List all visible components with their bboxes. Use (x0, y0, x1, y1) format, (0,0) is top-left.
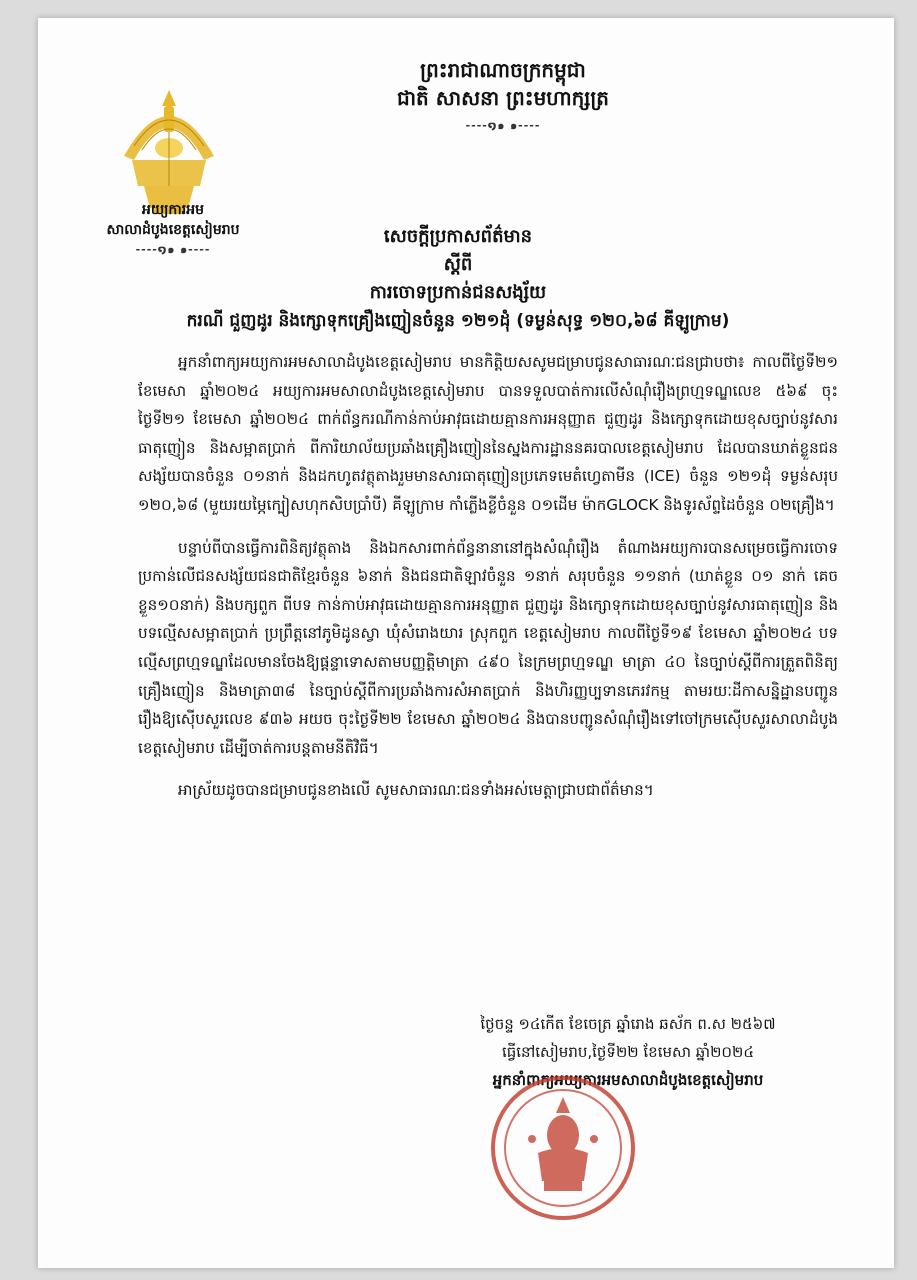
motto-line: ជាតិ សាសនា ព្រះមហាក្សត្រ (397, 86, 609, 110)
document-page (38, 18, 894, 1268)
paragraph-3: អាស្រ័យដូចបានជម្រាបជូនខាងលើ សូមសាធារណៈជនទាំងអស់មេត្តាជ្រាបជាព័ត៌មាន។ (178, 781, 654, 800)
case-title: ករណី ជួញដូរ និងក្សោទុកគ្រឿងញៀនចំនួន ១២១ដុំ (ទម្ងន់សុទ្ធ ១២០,៦៨ គីឡូក្រាម) (186, 311, 730, 331)
announcement-titles (98, 223, 818, 335)
paragraph-2: បន្ទាប់ពីបានធ្វើការពិនិត្យវត្ថុតាង និងឯកសារពាក់ព័ន្ធនានានៅក្នុងសំណុំរឿង តំណាងអយ្យការបានសម្រេចធ្វើការចោទប្រកាន់លើជនសង្ស័យជនជាតិខ្មែរចំនួន ៦នាក់ និងជនជាតិឡាវចំនួន ១នាក់ សរុបចំនួន ១១នាក់ (ឃាត់ខ្លួន ០១ នាក់ គេចខ្លួន១០នាក់) និងបក្សពួក ពីបទ កាន់កាប់អាវុធដោយគ្មានការអនុញ្ញាត ជួញដូរ និងក្សោទុកដោយខុសច្បាប់នូវសារធាតុញៀន និង បទល្មើសសម្អាតប្រាក់ ប្រព្រឹត្តនៅភូមិដូនស្វា ឃុំសំរោងយារ ស្រុកពួក ខេត្តសៀមរាប កាលពីថ្ងៃទី១៩ ខែមេសា ឆ្នាំ២០២៤ បទល្មើសព្រហ្មទណ្ឌដែលមានចែងឱ្យផ្តន្ទាទោសតាមបញ្ញត្តិមាត្រា ៤៩០ នៃក្រមព្រហ្មទណ្ឌ មាត្រា ៤០ នៃច្បាប់ស្តីពីការត្រួតពិនិត្យគ្រឿងញៀន និងមាត្រា៣៨ នៃច្បាប់ស្តីពីការប្រឆាំងការសំអាតប្រាក់ និងហិរញ្ញប្បទានភេរវកម្ម តាមរយៈដីកាសន្និដ្ឋានបញ្ជូនរឿងឱ្យស៊ើបសួរលេខ ៩៣៦ អយច ចុះថ្ងៃទី២២ ខែមេសា ឆ្នាំ២០២៤ និងបានបញ្ជូនសំណុំរឿងទៅចៅក្រមស៊ើបសួរសាលាដំបូងខេត្តសៀមរាប ដើម្បីចាត់ការបន្តតាមនីតិវិធី។ (138, 538, 838, 757)
header-ornament: ----໑๑ ๑---- (465, 119, 541, 132)
agency-line-2: សាលាដំបូងខេត្តសៀមរាប (106, 222, 240, 238)
about-label: ស្តីពី (443, 254, 473, 275)
paragraph-1: អ្នកនាំពាក្យអយ្យការអមសាលាដំបូងខេត្តសៀមរាប មានកិត្តិយសសូមជម្រាបជូនសាធារណៈជនជ្រាបថា៖ កាលពីថ្ងៃទី២១ ខែមេសា ឆ្នាំ២០២៤ អយ្យការអមសាលាដំបូងខេត្តសៀមរាប បានទទួលបាត់ការលើសំណុំរឿងព្រហ្មទណ្ឌលេខ ៥៦៩ ចុះថ្ងៃទី២១ ខែមេសា ឆ្នាំ២០២៤ ពាក់ព័ន្ធករណីកាន់កាប់អាវុធដោយគ្មានការអនុញ្ញាត ជួញដូរ និងក្សោទុកដោយខុសច្បាប់នូវសារធាតុញៀន និងសម្អាតប្រាក់ ពីការិយាល័យប្រឆាំងគ្រឿងញៀននៃស្នងការដ្ឋាននគរបាលខេត្តសៀមរាប ដែលបានឃាត់ខ្លួនជនសង្ស័យបានចំនួន ០១នាក់ និងដកហូតវត្ថុតាងរួមមានសារធាតុញៀនប្រភេទមេតំហ្វេតាមីន (ICE) ចំនួន ១២១ដុំ ទម្ងន់សរុប ១២០,៦៨ (មួយរយម្ភៃក្បៀសហុកសិបប្រាំបី) គីឡូក្រាម កាំភ្លើងខ្លីចំនួន ០១ដើម ម៉ាកGLOCK និងទូរស័ព្ទដៃចំនួន ០២គ្រឿង។ (138, 353, 838, 514)
lunar-date: ថ្ងៃចន្ទ ១៤កើត ខែចេត្រ ឆ្នាំរោង ឆស័ក ព.ស ២៥៦៧ (480, 1015, 776, 1033)
kingdom-header (338, 56, 668, 140)
subject-title: ការចោទប្រកាន់ជនសង្ស័យ (369, 282, 547, 303)
place-date: ធ្វើនៅសៀមរាប,ថ្ងៃទី២២ ខែមេសា ឆ្នាំ២០២៤ (501, 1043, 755, 1061)
royal-emblem-icon (114, 86, 224, 218)
announcement-body (138, 348, 838, 805)
agency-line-1: អយ្យការអម (142, 202, 204, 218)
kingdom-line: ព្រះរាជាណាចក្រកម្ពុជា (420, 58, 586, 82)
signer-title: អ្នកនាំពាក្យអយ្យការអមសាលាដំបូងខេត្តសៀមរាប (492, 1071, 764, 1089)
announcement-title: សេចក្តីប្រកាសព័ត៌មាន (383, 226, 533, 247)
official-seal-icon (488, 1073, 638, 1223)
agency-ornament: ----໑๑ ๑---- (135, 243, 211, 256)
